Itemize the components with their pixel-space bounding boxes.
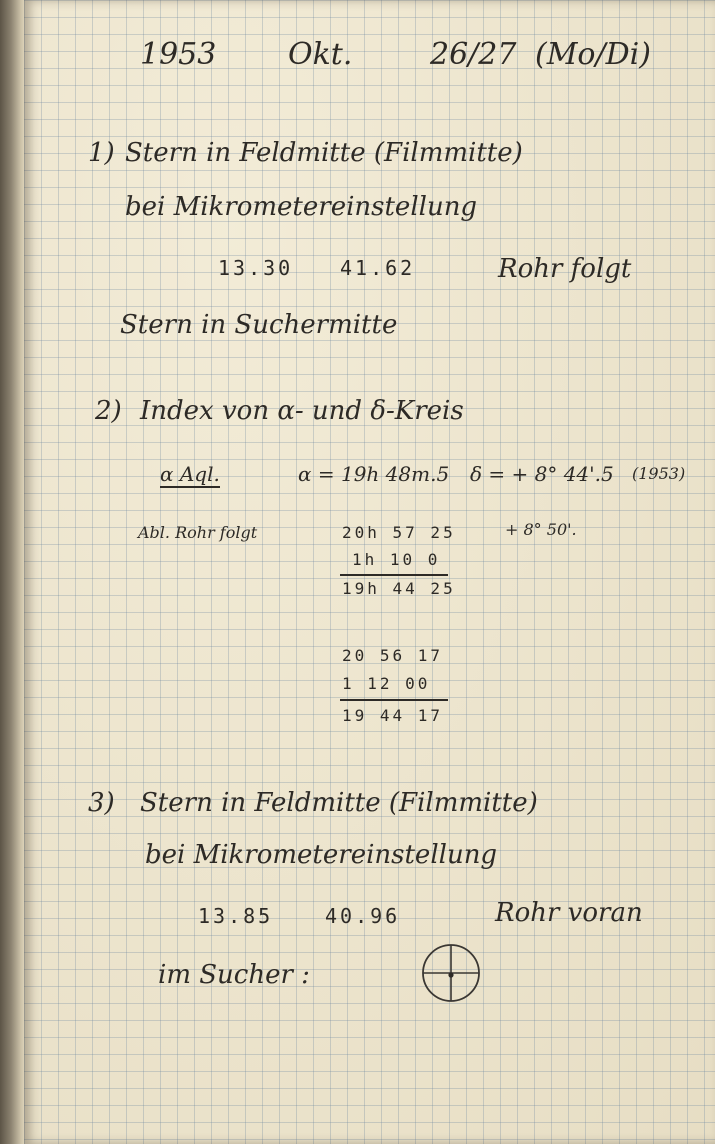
notebook-binding (0, 0, 24, 1144)
entry3-number: 3) (88, 788, 115, 818)
entry2-dec-reading: + 8° 50'. (505, 520, 577, 539)
entry2-dec: δ = + 8° 44'.5 (470, 462, 614, 486)
header-year: 1953 (140, 37, 217, 72)
crosshair-icon (420, 942, 482, 1004)
calc2-sum-rule (340, 699, 448, 701)
entry2-reading-label: Abl. Rohr folgt (138, 523, 258, 542)
header-month: Okt. (288, 37, 353, 72)
calc1-line: 19h 44 25 (342, 579, 456, 598)
header-weekdays: (Mo/Di) (535, 37, 651, 72)
entry2-number: 2) (95, 396, 122, 426)
calc1-line: 20h 57 25 (342, 523, 456, 542)
entry2-star: α Aql. (160, 462, 220, 486)
entry1-note: Rohr folgt (498, 254, 632, 284)
calc1-sum-rule (340, 574, 448, 576)
entry1-line4: Stern in Suchermitte (120, 310, 398, 340)
entry3-line4: im Sucher : (158, 960, 310, 990)
entry3-value-a: 13.85 (198, 904, 274, 928)
notebook-page (24, 0, 715, 1144)
calc2-line: 19 44 17 (342, 706, 444, 725)
entry2-title: Index von α- und δ-Kreis (140, 396, 464, 426)
entry1-line1: Stern in Feldmitte (Filmmitte) (125, 138, 523, 168)
header-dates: 26/27 (430, 37, 517, 72)
entry1-number: 1) (88, 138, 115, 168)
entry3-note: Rohr voran (495, 898, 643, 928)
entry3-line1: Stern in Feldmitte (Filmmitte) (140, 788, 538, 818)
entry1-value-a: 13.30 (218, 256, 294, 280)
calc2-line: 20 56 17 (342, 646, 444, 665)
entry3-line2: bei Mikrometereinstellung (145, 840, 498, 870)
calc1-line: 1h 10 0 (352, 550, 441, 569)
entry2-epoch: (1953) (632, 464, 686, 483)
calc2-line: 1 12 00 (342, 674, 431, 693)
entry2-ra: α = 19h 48m.5 (298, 462, 450, 486)
entry3-value-b: 40.96 (325, 904, 401, 928)
entry1-value-b: 41.62 (340, 256, 416, 280)
entry1-line2: bei Mikrometereinstellung (125, 192, 478, 222)
